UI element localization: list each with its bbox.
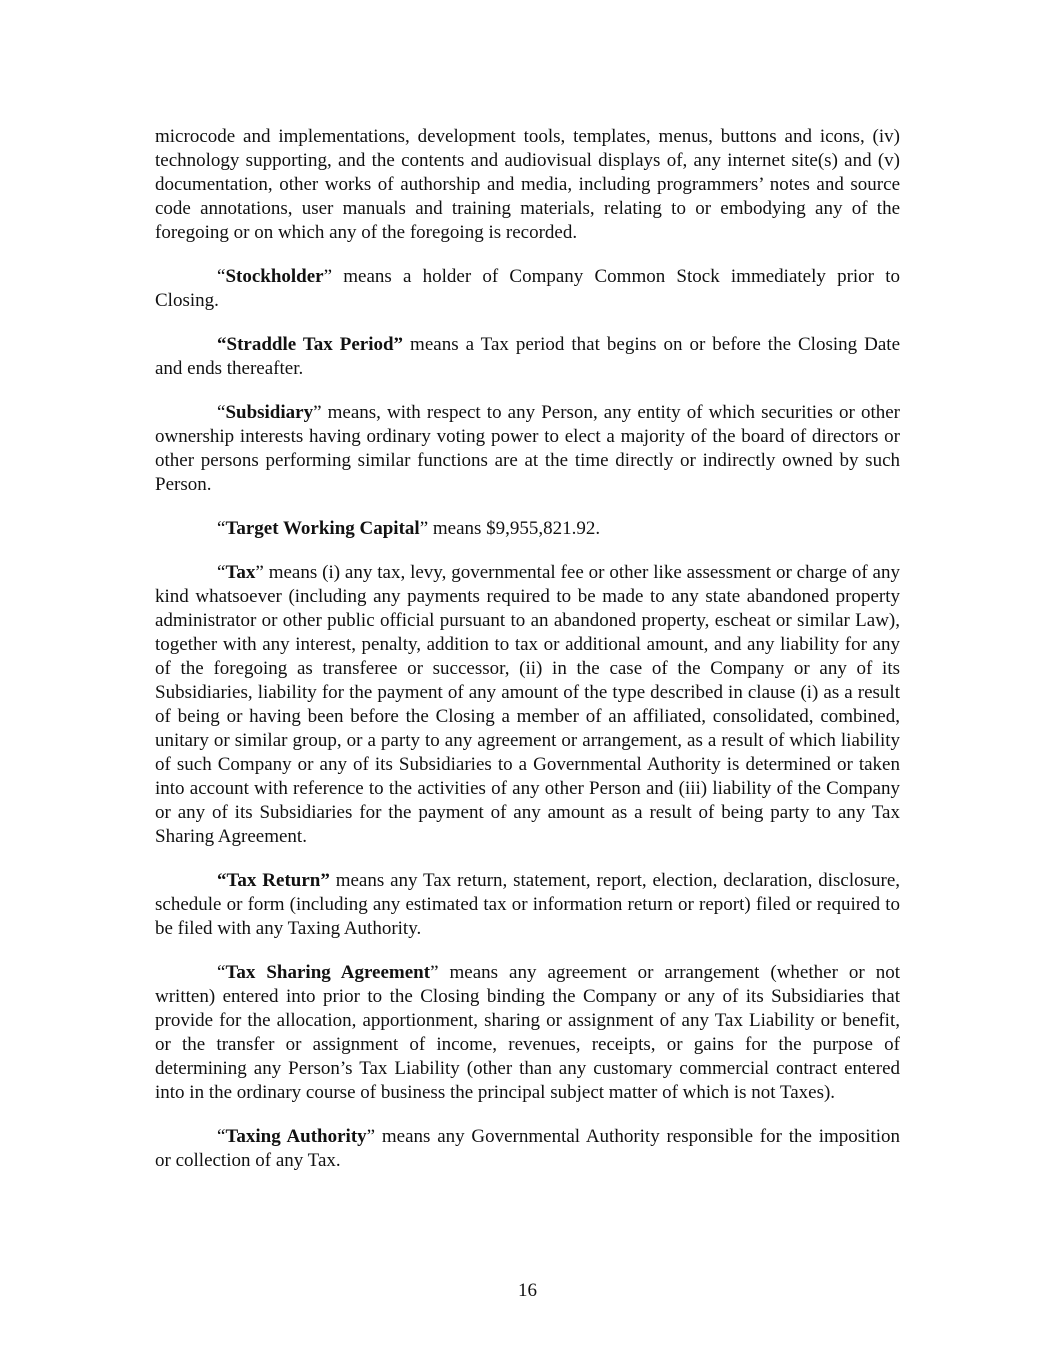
definition-straddle-tax-period	[155, 333, 900, 381]
page-body	[155, 125, 900, 1193]
defined-term: Tax Sharing Agreement	[225, 962, 431, 983]
defined-term: Taxing Authority	[225, 1126, 367, 1147]
definition-tax	[155, 561, 900, 849]
definition-text: means any Tax return, statement, report, election, declaration, disclosure, schedule or form (including any estimated tax or information return or report) filed or required to be filed with any Taxing Authority.	[155, 870, 901, 939]
definition-text: ” means, with respect to any Person, any entity of which securities or other ownership interests having ordinary voting power to elect a majority of the board of directors or other persons performing similar functions are at the time directly or indirectly owned by such Person.	[155, 402, 900, 495]
definition-tax-sharing-agreement	[155, 961, 900, 1105]
open-quote: “	[217, 562, 226, 583]
definition-text: means a Tax period that begins on or before the Closing Date and ends thereafter.	[155, 334, 900, 379]
definition-stockholder	[155, 265, 900, 313]
open-quote: “	[217, 1126, 226, 1147]
defined-term: Stockholder	[225, 266, 324, 287]
definition-text: ” means a holder of Company Common Stock immediately prior to Closing.	[155, 266, 900, 311]
defined-term: Target Working Capital	[225, 518, 420, 539]
open-quote: “	[217, 266, 226, 287]
definition-text: ” means (i) any tax, levy, governmental fee or other like assessment or charge of any kind whatsoever (including any payments required to be made to any state abandoned property administrator or other public official pursuant to an abandoned property, escheat or similar Law), together with any interest, penalty, addition to tax or additional amount, and any liability for any of the foregoing as transferee or successor, (ii) in the case of the Company or any of its Subsidiaries, liability for the payment of any amount of the type described in clause (i) as a result of being or having been before the Closing a member of an affiliated, consolidated, combined, unitary or similar group, or a party to any agreement or arrangement, as a result of which liability of such Company or any of its Subsidiaries to a Governmental Authority is determined or taken into account with reference to the activities of any other Person and (iii) liability of the Company or any of its Subsidiaries for the payment of any amount as a result of being party to any Tax Sharing Agreement.	[155, 562, 900, 847]
definition-target-working-capital	[155, 517, 900, 541]
definition-text: ” means $9,955,821.92.	[419, 518, 601, 539]
definition-text: ” means any Governmental Authority responsible for the imposition or collection of any Tax.	[155, 1126, 900, 1171]
open-quote: “	[217, 518, 226, 539]
defined-term: Tax	[225, 562, 256, 583]
definition-taxing-authority	[155, 1125, 900, 1173]
page-number: 16	[518, 1280, 537, 1301]
definition-subsidiary	[155, 401, 900, 497]
definition-text: ” means any agreement or arrangement (whether or not written) entered into prior to the Closing binding the Company or any of its Subsidiaries that provide for the allocation, apportionment, sharing or assignment of any Tax Liability or benefit, or the transfer or assignment of income, revenues, receipts, or gains for the purpose of determining any Person’s Tax Liability (other than any customary commercial contract entered into in the ordinary course of business the principal subject matter of which is not Taxes).	[155, 962, 901, 1103]
open-quote: “	[217, 962, 226, 983]
open-quote: “	[217, 402, 226, 423]
defined-term: “Straddle Tax Period”	[217, 334, 404, 355]
defined-term: “Tax Return”	[217, 870, 330, 891]
definition-tax-return	[155, 869, 900, 941]
defined-term: Subsidiary	[225, 402, 314, 423]
intro-paragraph: microcode and implementations, development tools, templates, menus, buttons and icons, (iv) technology supporting, and the contents and audiovisual displays of, any internet site(s) and (v) documentation, other works of authorship and media, including programmers’ notes and source code annotations, user manuals and training materials, relating to or embodying any of the foregoing or on which any of the foregoing is recorded.	[155, 126, 900, 243]
